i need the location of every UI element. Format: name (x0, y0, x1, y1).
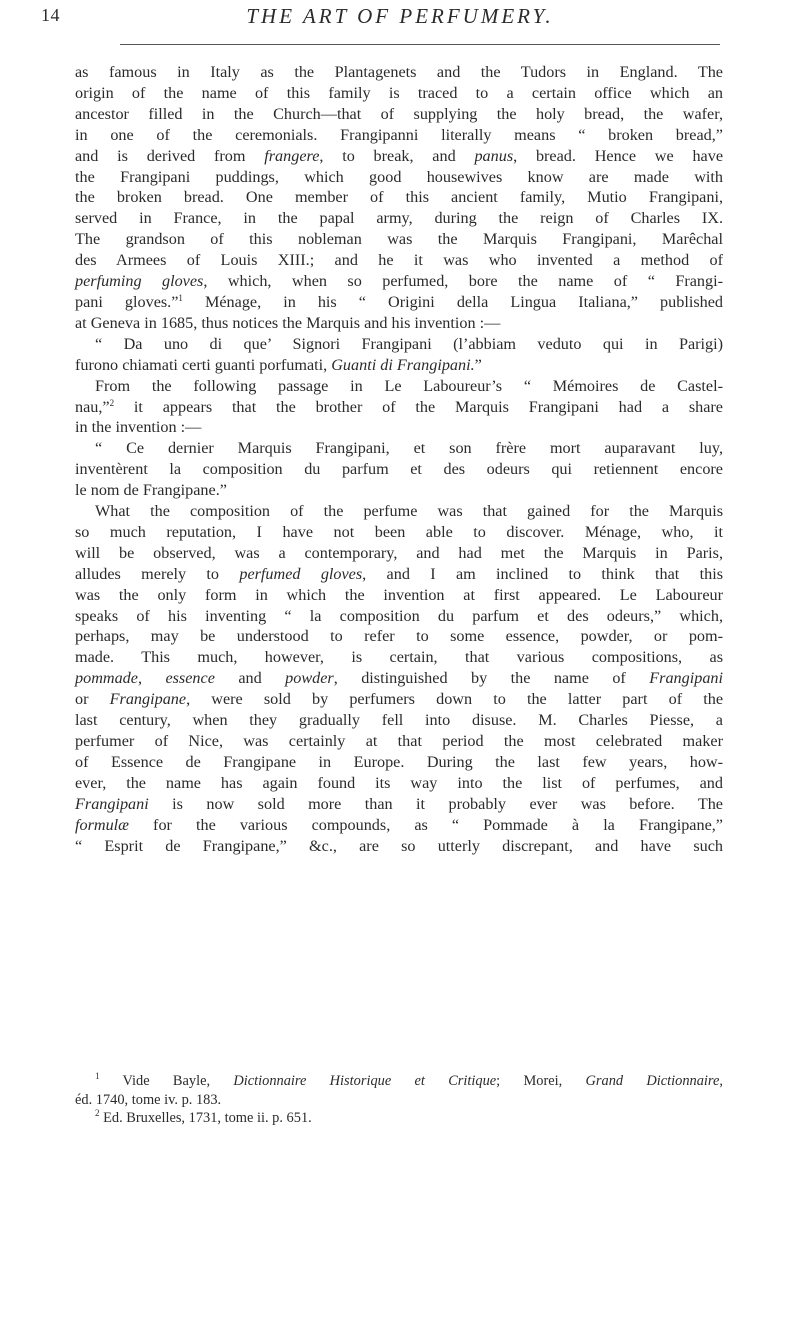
text-line: or Frangipane, were sold by perfumers down to the latter part of the (75, 690, 724, 709)
text-line: From the following passage in Le Laboureur’s “ Mémoires de Castel- (95, 376, 723, 395)
text-line: perfumer of Nice, was certainly at that period the most celebrated maker (75, 732, 723, 750)
text-line: perhaps, may be understood to refer to some essence, powder, or pom- (75, 627, 723, 646)
text-line: The grandson of this nobleman was the Marquis Frangipani, Marêchal (75, 230, 723, 249)
text-line: the Frangipani puddings, which good housewives know are made with (75, 167, 723, 186)
text-line: formulæ for the various compounds, as “ Pommade à la Frangipane,” (75, 815, 723, 834)
text-line: was the only form in which the invention at first appeared. Le Laboureur (75, 585, 723, 604)
running-head: THE ART OF PERFUMERY. (246, 4, 554, 28)
text-line: origin of the name of this family is traced to a certain office which an (75, 83, 723, 102)
text-line: “ Esprit de Frangipane,” &c., are so utterly discrepant, and have such (75, 836, 723, 855)
footnote-line: éd. 1740, tome iv. p. 183. (75, 1091, 222, 1108)
text-line: Frangipani is now sold more than it probably ever was before. The (75, 794, 723, 813)
text-line: alludes merely to perfumed gloves, and I am inclined to think that this (75, 564, 723, 583)
footnotes (75, 1072, 723, 1128)
footnote-line: $^2$ Ed. Bruxelles, 1731, tome ii. p. 651. (95, 1108, 312, 1127)
text-line: at Geneva in 1685, thus notices the Marquis and his invention :— (75, 313, 501, 332)
text-line: nau,”$^2$ it appears that the brother of the Marquis Frangipani had a share (75, 397, 723, 416)
quote-line: furono chiamati certi guanti porfumati, Guanti di Frangipani.” (75, 355, 482, 374)
text-line: des Armees of Louis XIII.; and he it was who invented a method of (75, 251, 723, 270)
text-line: made. This much, however, is certain, that various compositions, as (75, 648, 723, 667)
page-number: 14 (41, 5, 60, 25)
quote-line: “ Ce dernier Marquis Frangipani, et son frère mort auparavant luy, (95, 439, 723, 458)
footnote-line: $^1$ Vide Bayle, Dictionnaire Historique et Critique; Morei, Grand Dictionnaire, (95, 1071, 723, 1089)
text-line: ever, the name has again found its way into the list of perfumes, and (75, 773, 723, 792)
text-line: so much reputation, I have not been able to discover. Ménage, who, it (75, 522, 723, 541)
quote-line: inventèrent la composition du parfum et des odeurs qui retiennent encore (75, 460, 723, 479)
text-line: in one of the ceremonials. Frangipanni literally means “ broken bread,” (75, 125, 723, 144)
text-line: ancestor filled in the Church—that of supplying the holy bread, the wafer, (75, 104, 723, 123)
text-line: the broken bread. One member of this ancient family, Mutio Frangipani, (75, 188, 723, 207)
text-line: will be observed, was a contemporary, and had met the Marquis in Paris, (75, 543, 723, 562)
text-line: What the composition of the perfume was that gained for the Marquis (95, 502, 723, 521)
text-line: and is derived from frangere, to break, and panus, bread. Hence we have (75, 146, 723, 165)
text-line: served in France, in the papal army, during the reign of Charles IX. (75, 209, 723, 228)
text-line: speaks of his inventing “ la composition du parfum et des odeurs,” which, (75, 606, 723, 625)
text-line: last century, when they gradually fell into disuse. M. Charles Piesse, a (75, 711, 723, 730)
text-line: pommade, essence and powder, distinguished by the name of Frangipani (75, 669, 724, 688)
body-text (75, 62, 723, 856)
quote-line: “ Da uno di que’ Signori Frangipani (l’abbiam veduto qui in Parigi) (95, 334, 723, 353)
quote-line: le nom de Frangipane.” (75, 481, 227, 500)
text-line: in the invention :— (75, 418, 202, 437)
text-line: pani gloves.”$^1$ Ménage, in his “ Origini della Lingua Italiana,” published (75, 292, 723, 311)
header-rule (120, 44, 720, 45)
text-line: of Essence de Frangipane in Europe. During the last few years, how- (75, 752, 723, 771)
text-line: as famous in Italy as the Plantagenets and the Tudors in England. The (75, 63, 723, 81)
text-line: perfuming gloves, which, when so perfumed, bore the name of “ Frangi- (75, 272, 723, 291)
